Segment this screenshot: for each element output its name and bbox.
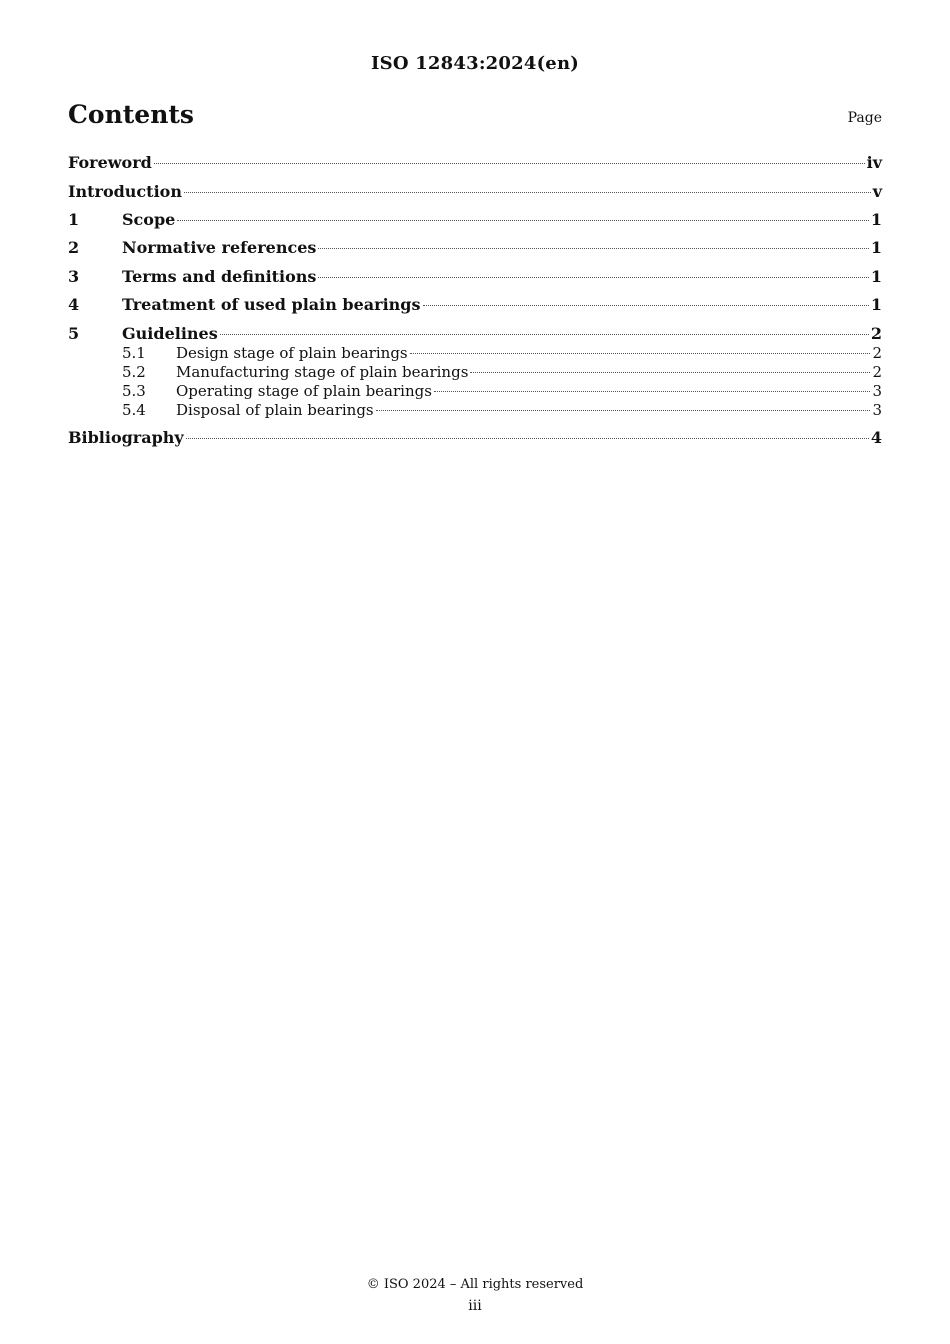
page-column-label: Page [847,110,882,126]
toc-page-number: 3 [872,401,882,419]
toc-subentry-operating-stage[interactable] [68,382,882,401]
toc-entry-introduction[interactable] [68,182,882,202]
toc-subentry-disposal[interactable] [68,401,882,420]
toc-entry-title: Introduction [68,182,182,201]
toc-entry-number: 3 [68,267,80,286]
dot-leader [154,163,865,164]
toc-entry-terms-and-definitions[interactable] [68,267,882,287]
toc-page-number: 3 [872,382,882,400]
toc-page-number: 2 [872,363,882,381]
dot-leader [423,305,869,306]
toc-subentry-manufacturing-stage[interactable] [68,363,882,382]
dot-leader [410,353,871,354]
dot-leader [434,391,871,392]
toc-entry-number: 5 [68,324,80,343]
toc-entry-title: Normative references [122,238,317,257]
dot-leader [376,410,871,411]
toc-entry-title: Operating stage of plain bearings [176,382,432,400]
toc-subentry-design-stage[interactable] [68,344,882,363]
toc-page-number: iv [866,153,882,172]
dot-leader [220,334,869,335]
toc-entry-number: 5.3 [122,382,146,400]
toc-page-number: 2 [870,324,882,343]
page-number: iii [468,1298,482,1314]
toc-page-number: 1 [870,238,882,257]
toc-page-number: 1 [870,295,882,314]
toc-entry-title: Scope [122,210,176,229]
toc-entry-normative-references[interactable] [68,238,882,258]
toc-entry-title: Foreword [68,153,152,172]
table-of-contents [68,153,882,448]
toc-page-number: v [872,182,882,201]
dot-leader [186,438,869,439]
dot-leader [318,248,868,249]
toc-entry-scope[interactable] [68,210,882,230]
contents-title: Contents [68,100,195,129]
toc-entry-title: Bibliography [68,428,184,447]
toc-entry-number: 1 [68,210,80,229]
toc-page-number: 4 [870,428,882,447]
toc-entry-number: 5.2 [122,363,146,381]
toc-entry-treatment-of-used-plain-bearings[interactable] [68,295,882,315]
copyright-notice: © ISO 2024 – All rights reserved [366,1277,584,1292]
toc-entry-title: Guidelines [122,324,218,343]
toc-entry-number: 5.4 [122,401,146,419]
dot-leader [318,277,868,278]
toc-page-number: 1 [870,267,882,286]
toc-entry-guidelines[interactable] [68,324,882,344]
toc-entry-number: 4 [68,295,80,314]
dot-leader [470,372,870,373]
toc-page-number: 2 [872,344,882,362]
toc-entry-number: 5.1 [122,344,146,362]
toc-entry-title: Treatment of used plain bearings [122,295,421,314]
dot-leader [177,220,869,221]
toc-entry-foreword[interactable] [68,153,882,173]
toc-entry-title: Disposal of plain bearings [176,401,374,419]
document-header: ISO 12843:2024(en) [371,53,579,74]
toc-entry-title: Design stage of plain bearings [176,344,408,362]
toc-entry-number: 2 [68,238,80,257]
toc-entry-bibliography[interactable] [68,428,882,448]
toc-entry-title: Manufacturing stage of plain bearings [176,363,469,381]
toc-page-number: 1 [870,210,882,229]
toc-entry-title: Terms and definitions [122,267,317,286]
dot-leader [184,192,871,193]
